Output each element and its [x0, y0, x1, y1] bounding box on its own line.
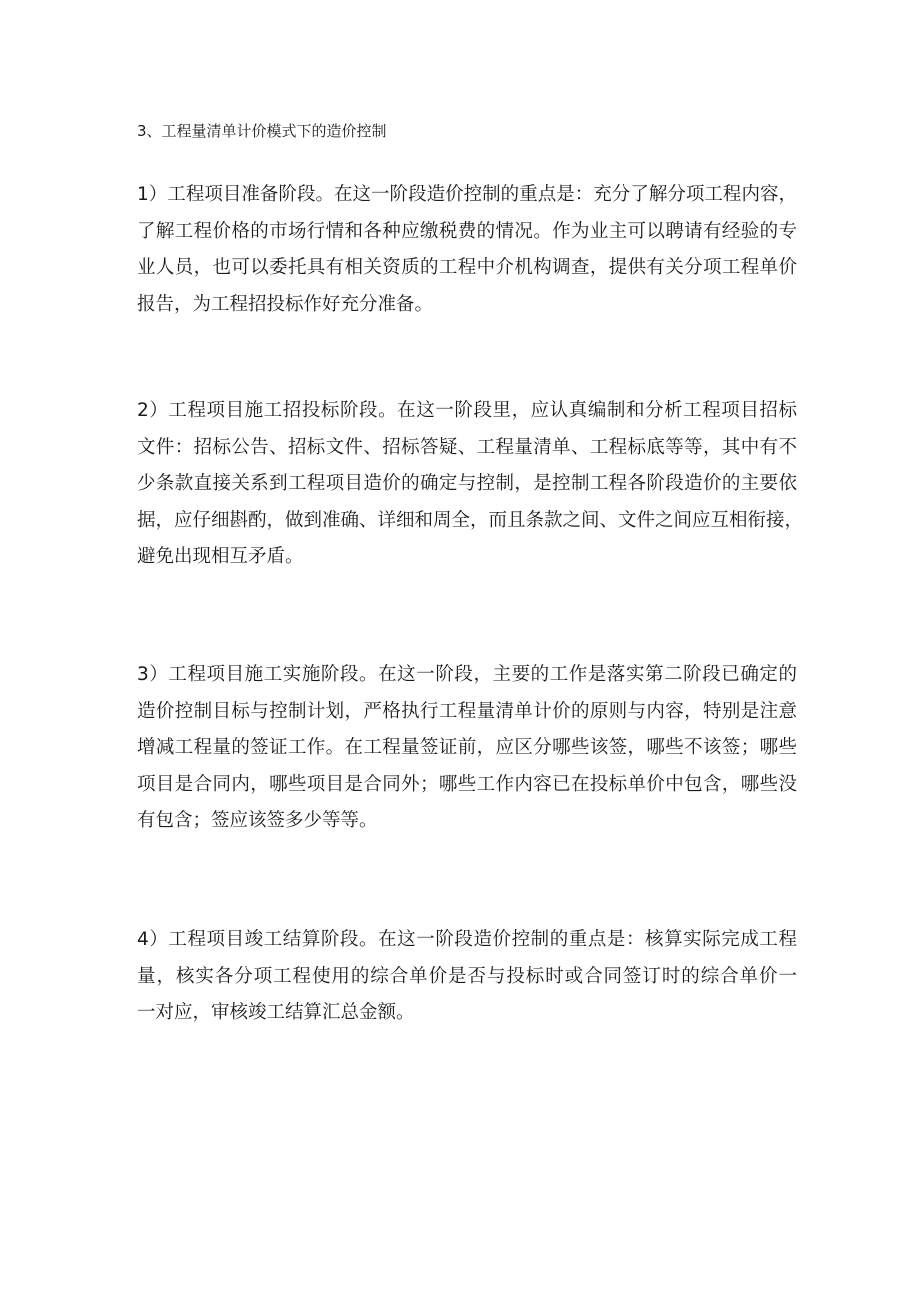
paragraph-line: 文件：招标公告、招标文件、招标答疑、工程量清单、工程标底等等，其中有不: [137, 436, 797, 458]
paragraph-preparation-stage: [137, 177, 797, 323]
paragraph-line: 项目是合同内，哪些项目是合同外；哪些工作内容已在投标单价中包含，哪些没: [137, 773, 797, 795]
paragraph-line: 增减工程量的签证工作。在工程量签证前，应区分哪些该签，哪些不该签；哪些: [137, 737, 797, 758]
paragraph-line: 业人员，也可以委托具有相关资质的工程中介机构调查，提供有关分项工程单价: [137, 257, 797, 278]
paragraph-line: 了解工程价格的市场行情和各种应缴税费的情况。作为业主可以聘请有经验的专: [137, 220, 797, 242]
paragraph-line: 一对应，审核竣工结算汇总金额。: [137, 1002, 415, 1023]
paragraph-bidding-stage: [137, 393, 804, 576]
paragraph-line: 避免出现相互矛盾。: [137, 546, 304, 567]
paragraph-line: 有包含；签应该签多少等等。: [137, 810, 378, 831]
paragraph-line: 报告，为工程招投标作好充分准备。: [137, 293, 434, 315]
paragraph-settlement-stage: [137, 922, 797, 1032]
paragraph-line: 量，核实各分项工程使用的综合单价是否与投标时或合同签订时的综合单价一: [137, 965, 797, 987]
paragraph-line: 2）工程项目施工招投标阶段。在这一阶段里，应认真编制和分析工程项目招标: [137, 400, 797, 421]
paragraph-line: 1）工程项目准备阶段。在这一阶段造价控制的重点是：充分了解分项工程内容，: [137, 184, 797, 205]
paragraph-implementation-stage: [137, 657, 797, 840]
paragraph-line: 据，应仔细斟酌，做到准确、详细和周全，而且条款之间、文件之间应互相衔接，: [137, 509, 804, 531]
paragraph-line: 造价控制目标与控制计划，严格执行工程量清单计价的原则与内容，特别是注意: [137, 700, 797, 722]
paragraph-line: 3）工程项目施工实施阶段。在这一阶段，主要的工作是落实第二阶段已确定的: [137, 664, 797, 685]
paragraph-line: 4）工程项目竣工结算阶段。在这一阶段造价控制的重点是：核算实际完成工程: [137, 929, 797, 950]
paragraph-line: 少条款直接关系到工程项目造价的确定与控制，是控制工程各阶段造价的主要依: [137, 473, 797, 494]
section-heading: 3、工程量清单计价模式下的造价控制: [137, 122, 387, 140]
